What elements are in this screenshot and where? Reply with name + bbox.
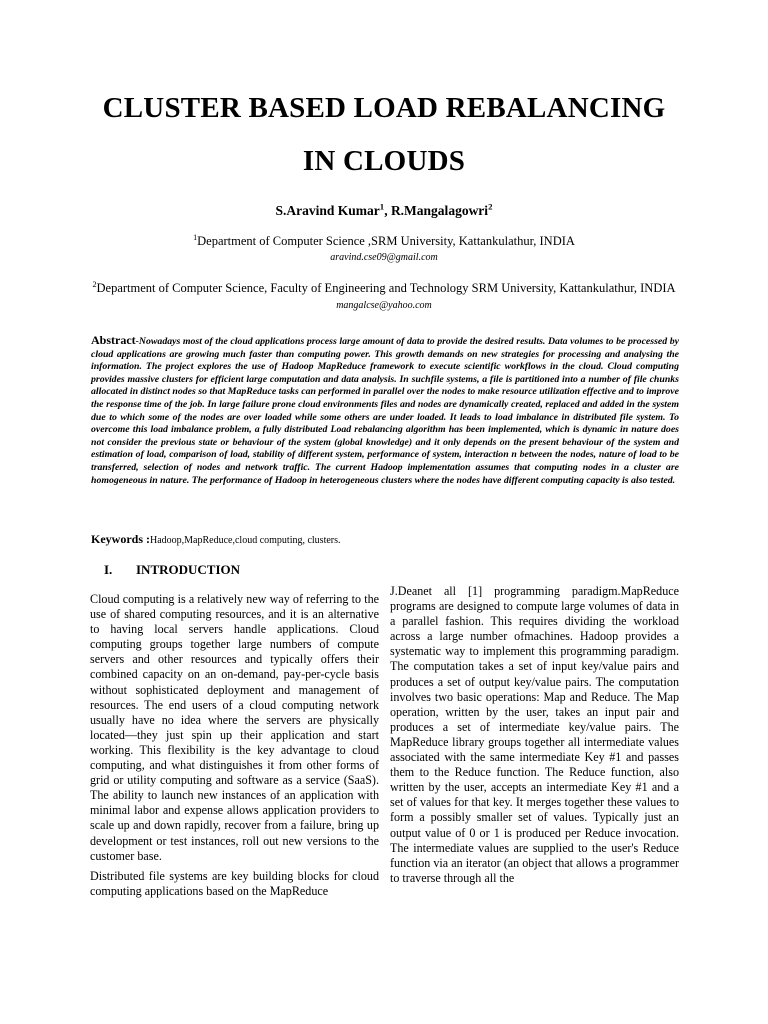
keywords-label: Keywords : <box>91 532 150 546</box>
affiliation-1-text: Department of Computer Science ,SRM University, Kattankulathur, INDIA <box>197 234 575 248</box>
affiliation-2-text: Department of Computer Science, Faculty of Engineering and Technology SRM University, Kattankulathur, INDIA <box>96 281 676 295</box>
abstract-text: -Nowadays most of the cloud applications process large amount of data to provide the desired results. Data volumes to be processed by cloud applications are growing much faster than computing power. This growth demands on new strategies for processing and analysing the information. The project explores the use of Hadoop MapReduce framework to execute scientific workflows in the cloud. Cloud computing provides massive clusters for efficient large computation and data analysis. In suchfile systems, a file is partitioned into a number of file chunks allocated in distinct nodes so that MapReduce tasks can performed in parallel over the nodes to make resource utilization effective and to improve the response time of the job. In large failure prone cloud environments files and nodes are dynamically created, replaced and added in the system due to which some of the nodes are over loaded while some others are under loaded. It leads to load imbalance in distributed file system. To overcome this load imbalance problem, a fully distributed Load rebalancing algorithm has been implemented, which is dynamic in nature does not consider the previous state or behaviour of the system (global knowledge) and it only depends on the present behaviour of the system and estimation of load, comparison of load, stability of different system, performance of system, interaction n between the nodes, nature of load to be transferred, selection of nodes and network traffic. The current Hadoop implementation assumes that computing nodes in a cluster are homogeneous in nature. The performance of Hadoop in heterogeneous clusters where the nodes have different computing capacity is also tested. <box>91 336 679 486</box>
right-column-text: J.Deanet all [1] programming paradigm.MapReduce programs are designed to compute large volumes of data in a parallel fashion. This requires dividing the workload across a large number ofmachines. Hadoop provides a systematic way to implement this programming paradigm. The computation takes a set of input key/value pairs and produces a set of output key/value pairs. The computation involves two basic operations: Map and Reduce. The Map operation, written by the user, takes an input pair and produces a set of intermediate key/value pairs. The MapReduce library groups together all intermediate values associated with the same intermediate Key #1 and passes them to the Reduce function. The Reduce function, also written by the user, accepts an intermediate Key #1 and a set of values for that key. It merges together these values to form a possibly smaller set of values. Typically just an output value of 0 or 1 is produced per Reduce invocation. The intermediate values are supplied to the user's Reduce function via an iterator (an object that allows a programmer to traverse through all the <box>390 584 679 885</box>
affiliation-2-mark: 2 <box>92 279 97 289</box>
section-number: I. <box>104 562 113 577</box>
author-1-affil-mark: 1 <box>379 201 385 212</box>
author-2-name: R.Mangalagowri <box>390 203 489 218</box>
keywords <box>91 532 341 547</box>
section-title: INTRODUCTION <box>136 562 241 577</box>
intro-paragraph-1 <box>90 592 379 864</box>
affiliation-1-mark: 1 <box>193 232 198 242</box>
author-1-name: S.Aravind Kumar <box>275 203 380 218</box>
intro-paragraph-2-text: Distributed file systems are key building blocks for cloud computing applications based on the MapReduce <box>90 869 379 899</box>
affiliation-2 <box>0 281 768 296</box>
abstract <box>91 334 679 487</box>
author-separator: , <box>384 203 391 218</box>
paper-title-line-1: CLUSTER BASED LOAD REBALANCING <box>102 92 666 124</box>
affiliation-1 <box>0 234 768 249</box>
author-list <box>0 203 768 219</box>
paper-title-line-2: IN CLOUDS <box>302 145 466 177</box>
keywords-text: Hadoop,MapReduce,cloud computing, clusters. <box>150 535 341 546</box>
intro-paragraph-2 <box>90 869 379 899</box>
author-2-affil-mark: 2 <box>488 201 493 212</box>
affiliation-2-email: mangalcse@yahoo.com <box>336 300 432 311</box>
abstract-label: Abstract <box>91 333 136 347</box>
right-column-paragraph <box>390 584 679 886</box>
affiliation-1-email: aravind.cse09@gmail.com <box>330 252 438 263</box>
section-heading-introduction <box>104 562 240 578</box>
intro-paragraph-1-text: Cloud computing is a relatively new way of referring to the use of shared computing resources, and it is an alternative to having local servers handle applications. Cloud computing groups together large numbers of compute servers and other resources and typically offers their combined capacity on an on-demand, pay-per-cycle basis without sophisticated deployment and management of resources. The end users of a cloud computing network usually have no idea where the servers are physically located—they just spin up their application and start working. This flexibility is the key advantage to cloud computing, and what distinguishes it from other forms of grid or utility computing and software as a service (SaaS). The ability to launch new instances of an application with minimal labor and expense allows application providers to scale up and down rapidly, recover from a failure, bring up development or test instances, roll out new versions to the customer base. <box>90 592 379 863</box>
